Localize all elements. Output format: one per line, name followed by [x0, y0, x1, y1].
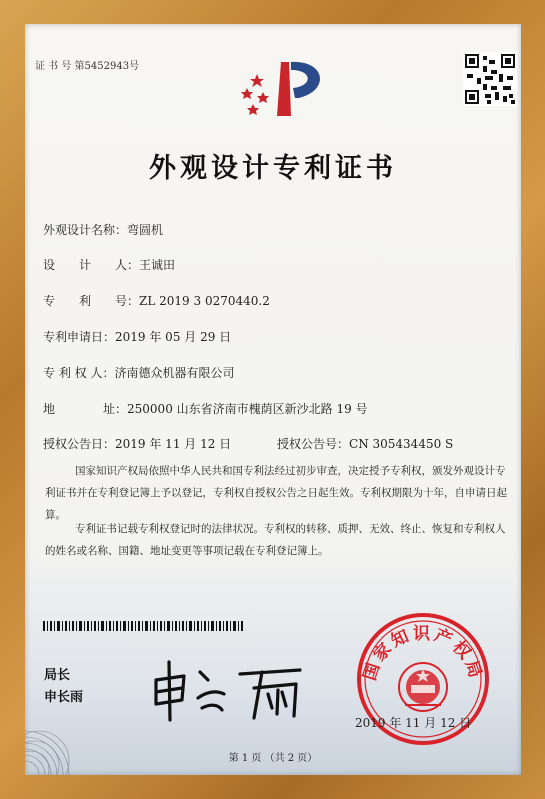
- grant-number-value: CN 305434450 S: [349, 437, 454, 451]
- legal-status-paragraph: 专利证书记载专利权登记时的法律状况。专利权的转移、质押、无效、终止、恢复和专利权人的姓名或名称、国籍、地址变更等事项记载在专利登记簿上。: [45, 523, 506, 557]
- barcode-icon: [43, 621, 243, 631]
- official-name: 申长雨: [44, 690, 84, 705]
- designer-row: [43, 256, 175, 273]
- patent-number-label: 专 利 号：: [43, 294, 140, 308]
- filing-date-value: 2019 年 05 月 29 日: [115, 330, 232, 344]
- certificate-paper: [25, 24, 521, 775]
- designer-label: 设 计 人：: [43, 258, 140, 272]
- seal-text: 国家知识产权局: [360, 624, 486, 684]
- address-value: 250000 山东省济南市槐荫区新沙北路 19 号: [127, 402, 368, 416]
- guilloche-corner-decoration: [25, 714, 85, 775]
- filing-date-label: 专利申请日：: [43, 330, 116, 344]
- grant-number-label: 授权公告号：: [277, 437, 350, 451]
- patent-number-value: ZL 2019 3 0270440.2: [139, 294, 270, 308]
- design-name-row: [43, 221, 163, 238]
- page-info: 第 1 页 （共 2 页）: [228, 753, 318, 764]
- grant-number-row: [277, 435, 453, 452]
- patentee-label: 专 利 权 人：: [43, 366, 115, 380]
- seal-date: 2019 年 11 月 12 日: [355, 716, 472, 730]
- patentee-row: [43, 364, 234, 381]
- address-row: [43, 400, 368, 417]
- grant-date-row: [43, 435, 231, 452]
- address-label: 地 址：: [43, 402, 128, 416]
- director-signature: [150, 654, 305, 722]
- filing-date-row: [43, 328, 231, 345]
- official-title: 局长: [44, 668, 71, 683]
- certificate-title: 外观设计专利证书: [149, 153, 397, 184]
- qr-code-icon: [463, 52, 517, 106]
- certificate-number: 证 书 号 第5452943号: [35, 61, 140, 72]
- designer-value: 王诚田: [139, 258, 176, 272]
- cnipa-logo-icon: [233, 54, 333, 120]
- grant-date-label: 授权公告日：: [43, 437, 116, 451]
- design-name-label: 外观设计名称：: [43, 223, 128, 237]
- patent-number-row: [43, 292, 270, 309]
- design-name-value: 弯圆机: [127, 223, 164, 237]
- grant-paragraph: 国家知识产权局依照中华人民共和国专利法经过初步审查，决定授予专利权，颁发外观设计专利证书并在专利登记簿上予以登记，专利权自授权公告之日起生效。专利权期限为十年，自申请日起算。: [45, 465, 507, 521]
- patentee-value: 济南德众机器有限公司: [114, 366, 235, 380]
- grant-date-value: 2019 年 11 月 12 日: [115, 437, 232, 451]
